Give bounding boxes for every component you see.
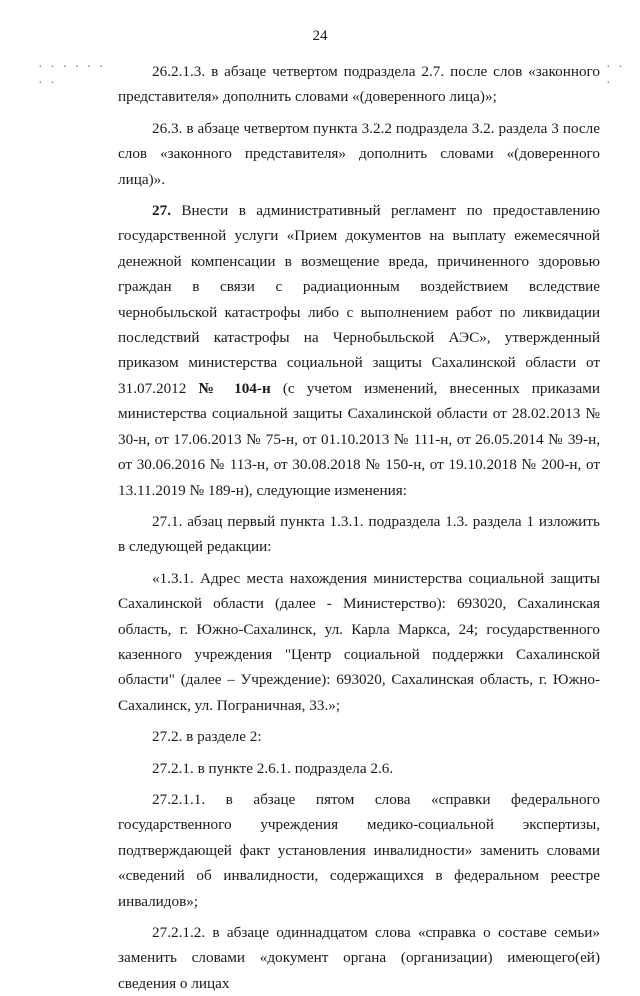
order-number: № 104-н bbox=[198, 379, 271, 397]
paragraph-27-text-a: Внести в административный регламент по предоставлению государственной услуги «Прием документов на выплату ежемесячной денежной компенсации в возмещение вреда, причиненного здоровью граждан в связи с радиационным воздействием вследствие чернобыльской катастрофы либо с выполнением работ по ликвидации последствий катастрофы на Чернобыльской АЭС», утвержденный приказом министерства социальной защиты Сахалинской области от 31.07.2012 bbox=[118, 202, 600, 397]
paragraph-27-2-1-2: 27.2.1.2. в абзаце одиннадцатом слова «справка о составе семьи» заменить словами «документ органа (организации) имеющего(ей) сведения о лицах bbox=[118, 924, 600, 992]
paragraph-27-2: 27.2. в разделе 2: bbox=[152, 728, 262, 746]
paragraph-27 bbox=[118, 198, 600, 503]
paragraph-number: 27. bbox=[152, 202, 171, 220]
paragraph-27-text-b: (с учетом изменений, внесенных приказами министерства социальной защиты Сахалинской области от 28.02.2013 № 30-н, от 17.06.2013 № 75-н, от 01.10.2013 № 111-н, от 26.05.2014 № 39-н, от 30.06.2016 № 113-н, от 30.08.2018 № 150-н, от 19.10.2018 № 200-н, от 13.11.2019 № 189-н), следующие изменения: bbox=[118, 379, 601, 499]
document-body bbox=[118, 59, 600, 996]
scan-artifact-right: · · · bbox=[606, 60, 625, 91]
paragraph-27-1: 27.1. абзац первый пункта 1.3.1. подраздела 1.3. раздела 1 изложить в следующей редакции: bbox=[118, 512, 600, 556]
paragraph-26-3: 26.3. в абзаце четвертом пункта 3.2.2 подраздела 3.2. раздела 3 после слов «законного представителя» дополнить словами «(доверенного лица)». bbox=[118, 119, 600, 188]
page-number: 24 bbox=[312, 28, 328, 44]
paragraph-26-2-1-3: 26.2.1.3. в абзаце четвертом подраздела 2.7. после слов «законного представителя» дополнить словами «(доверенного лица)»; bbox=[118, 63, 600, 106]
scan-artifact-left: · · · · · · · · bbox=[38, 60, 106, 91]
paragraph-27-2-1: 27.2.1. в пункте 2.6.1. подраздела 2.6. bbox=[152, 759, 394, 777]
paragraph-27-2-1-1: 27.2.1.1. в абзаце пятом слова «справки федерального государственного учреждения медико-социальной экспертизы, подтверждающей факт установления инвалидности» заменить словами «сведений об инвалидности, содержащихся в федеральном реестре инвалидов»; bbox=[118, 790, 600, 910]
paragraph-quote-1-3-1: «1.3.1. Адрес места нахождения министерства социальной защиты Сахалинской области (далее - Министерство): 693020, Сахалинская область, г. Южно-Сахалинск, ул. Карла Маркса, 24; государственного казенного учреждения "Центр социальной поддержки Сахалинской области" (далее – Учреждение): 693020, Сахалинская область, г. Южно-Сахалинск, ул. Пограничная, 33.»; bbox=[118, 569, 600, 714]
